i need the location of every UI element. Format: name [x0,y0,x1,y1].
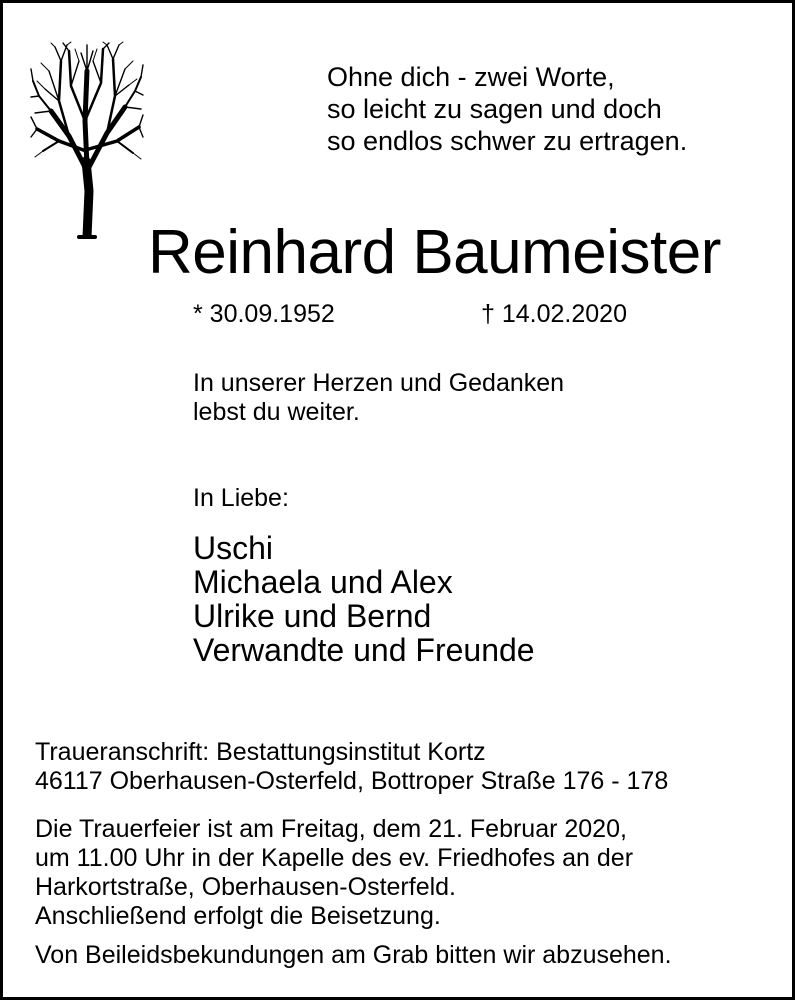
memorial-thought [193,369,564,427]
ceremony-line: Harkortstraße, Oberhausen-Osterfeld. [35,873,456,901]
poem-line: so endlos schwer zu ertragen. [327,126,688,156]
bare-tree-icon [29,41,145,239]
death-date: † 14.02.2020 [481,300,627,328]
poem [327,61,687,157]
mourner-name: Uschi [193,530,274,566]
ceremony-line: Anschließend erfolgt die Beisetzung. [35,902,441,930]
address-line: 46117 Oberhausen-Osterfeld, Bottroper Straße 176 - 178 [35,767,669,795]
poem-line: Ohne dich - zwei Worte, [327,62,615,92]
mourners-list [193,531,535,667]
condolence-note: Von Beileidsbekundungen am Grab bitten wir abzusehen. [35,941,672,969]
birth-date: * 30.09.1952 [193,300,335,328]
ceremony-line: um 11.00 Uhr in der Kapelle des ev. Friedhofes an der [35,844,634,872]
thought-line: In unserer Herzen und Gedanken [193,369,565,397]
mourner-name: Ulrike und Bernd [193,598,432,634]
thought-line: lebst du weiter. [193,398,360,426]
ceremony-line: Die Trauerfeier ist am Freitag, dem 21. Februar 2020, [35,815,627,843]
ceremony-details [35,815,633,931]
poem-line: so leicht zu sagen und doch [327,94,662,124]
address-line: Traueranschrift: Bestattungsinstitut Kortz [35,738,486,766]
mourner-name: Michaela und Alex [193,564,453,600]
mourners-intro: In Liebe: [193,484,289,512]
mourning-address [35,738,668,796]
deceased-name: Reinhard Baumeister [148,218,721,287]
mourner-name: Verwandte und Freunde [193,632,535,668]
